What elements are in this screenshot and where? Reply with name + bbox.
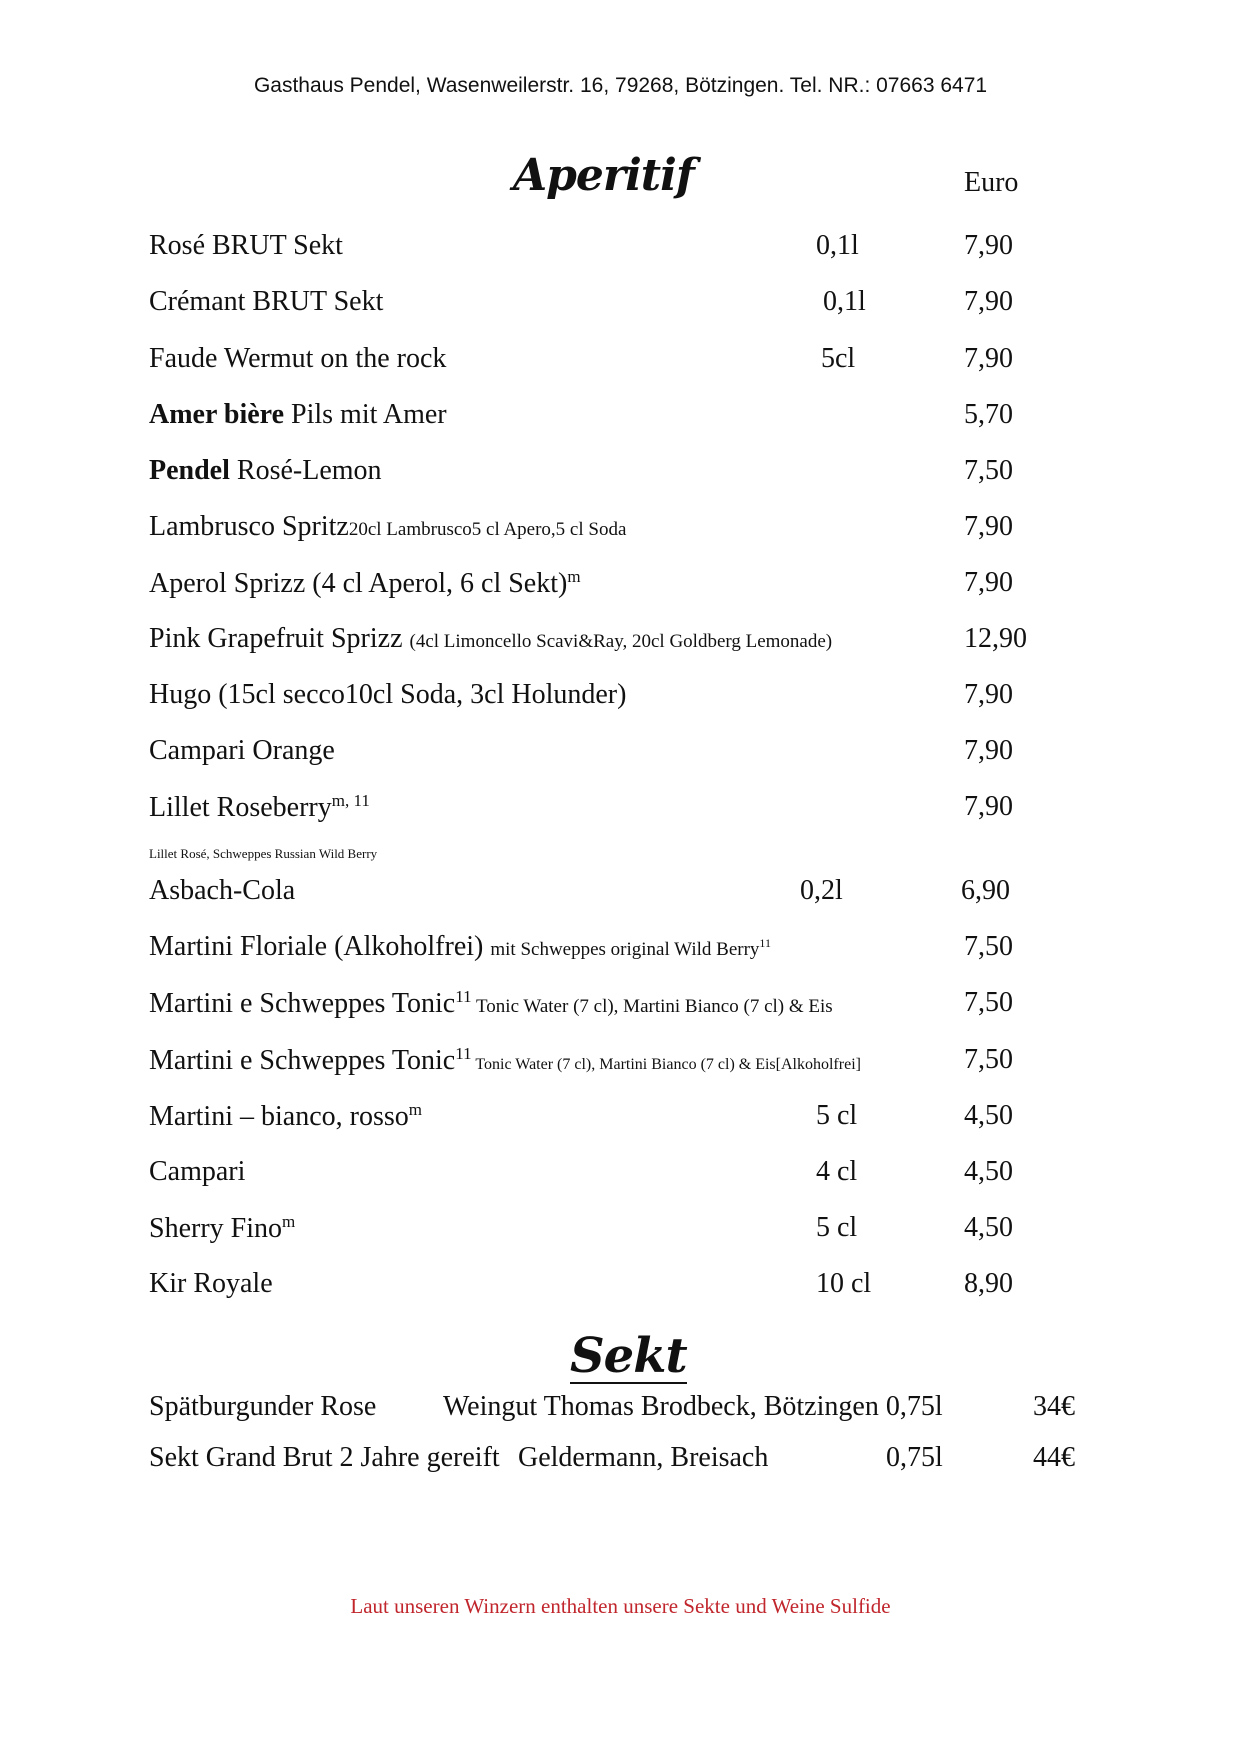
menu-item	[0, 1044, 1241, 1084]
menu-item	[0, 791, 1241, 831]
item-note: mit Schweppes original Wild Berry	[490, 939, 760, 960]
item-volume: 0,1l	[816, 230, 859, 261]
menu-item	[0, 286, 1241, 326]
item-name-main: Martini e Schweppes Tonic	[149, 988, 456, 1019]
section-title-aperitif: Aperitif	[513, 150, 694, 201]
sekt-name: Sekt Grand Brut 2 Jahre gereift	[149, 1442, 500, 1473]
item-name-main: Aperol Sprizz (4 cl Aperol, 6 cl Sekt)	[149, 568, 568, 599]
item-price: 7,50	[964, 931, 1013, 962]
item-name-main: Martini e Schweppes Tonic	[149, 1045, 456, 1076]
menu-item	[0, 679, 1241, 719]
item-volume: 4 cl	[816, 1156, 858, 1187]
sekt-volume: 0,75l	[886, 1442, 943, 1473]
item-price: 7,90	[964, 791, 1013, 822]
price-column-header: Euro	[964, 167, 1019, 198]
item-price: 5,70	[964, 399, 1013, 430]
item-name: Kir Royale	[149, 1268, 273, 1299]
item-name	[149, 1044, 861, 1077]
menu-item	[0, 511, 1241, 551]
item-price: 12,90	[964, 623, 1027, 654]
item-note: Tonic Water (7 cl), Martini Bianco (7 cl) & Eis[Alkoholfrei]	[471, 1056, 861, 1073]
menu-item	[0, 343, 1241, 383]
sulfide-notice: Laut unseren Winzern enthalten unsere Sekte und Weine Sulfide	[350, 1594, 891, 1618]
sekt-item	[0, 1391, 1241, 1431]
allergen-marker: m	[567, 567, 581, 586]
item-price: 7,90	[964, 286, 1013, 317]
item-volume: 5cl	[821, 343, 856, 374]
menu-item	[0, 455, 1241, 495]
item-name	[149, 987, 833, 1020]
menu-item	[0, 1268, 1241, 1308]
item-name: Rosé BRUT Sekt	[149, 230, 343, 261]
menu-item	[0, 735, 1241, 775]
item-price: 7,90	[964, 735, 1013, 766]
item-price: 8,90	[964, 1268, 1013, 1299]
item-name-main: Pink Grapefruit Sprizz	[149, 623, 410, 654]
sekt-producer: Weingut Thomas Brodbeck, Bötzingen 0,75l	[443, 1391, 943, 1422]
item-name	[149, 791, 370, 824]
menu-item	[0, 399, 1241, 439]
allergen-marker: 11	[759, 936, 771, 950]
item-name-rest: Pils mit Amer	[284, 399, 447, 430]
item-name: Crémant BRUT Sekt	[149, 286, 384, 317]
item-note: (4cl Limoncello Scavi&Ray, 20cl Goldberg Lemonade)	[409, 631, 833, 652]
item-volume: 5 cl	[816, 1212, 858, 1243]
sekt-price: 44€	[1033, 1442, 1075, 1473]
item-price: 4,50	[964, 1156, 1013, 1187]
item-name: Faude Wermut on the rock	[149, 343, 447, 374]
item-price: 6,90	[961, 875, 1010, 906]
item-volume: 10 cl	[816, 1268, 872, 1299]
menu-item	[0, 987, 1241, 1027]
item-name-main: Martini – bianco, rosso	[149, 1101, 409, 1132]
item-name	[149, 1212, 295, 1245]
item-name	[149, 399, 447, 431]
item-name	[149, 623, 832, 655]
item-price: 7,90	[964, 343, 1013, 374]
item-name	[149, 455, 382, 487]
item-name-bold: Amer bière	[149, 399, 285, 430]
menu-item	[0, 623, 1241, 663]
item-name-main: Lillet Roseberry	[149, 792, 332, 823]
item-name: Asbach-Cola	[149, 875, 296, 906]
allergen-marker: 11	[455, 1044, 472, 1063]
item-price: 7,90	[964, 230, 1013, 261]
menu-item	[0, 1156, 1241, 1196]
menu-item	[0, 931, 1241, 971]
section-title-sekt: Sekt	[570, 1328, 687, 1384]
item-name	[149, 931, 771, 963]
sekt-price: 34€	[1033, 1391, 1075, 1422]
item-name	[149, 1100, 422, 1133]
allergen-marker: m, 11	[331, 791, 370, 810]
item-price: 7,50	[964, 1044, 1013, 1075]
item-price: 7,90	[964, 511, 1013, 542]
item-price: 7,90	[964, 567, 1013, 598]
menu-item	[0, 1212, 1241, 1252]
sekt-name: Spätburgunder Rose	[149, 1391, 377, 1422]
menu-item	[0, 230, 1241, 270]
item-description: Lillet Rosé, Schweppes Russian Wild Berry	[149, 846, 378, 861]
allergen-marker: m	[282, 1212, 296, 1231]
menu-item	[0, 567, 1241, 607]
item-note: Tonic Water (7 cl), Martini Bianco (7 cl) & Eis	[471, 996, 833, 1017]
item-name: Campari	[149, 1156, 246, 1187]
item-name: Hugo (15cl secco10cl Soda, 3cl Holunder)	[149, 679, 627, 710]
item-price: 4,50	[964, 1100, 1013, 1131]
item-price: 4,50	[964, 1212, 1013, 1243]
item-note: 20cl Lambrusco5 cl Apero,5 cl Soda	[348, 519, 627, 540]
allergen-marker: m	[408, 1100, 422, 1119]
item-name-main: Martini Floriale (Alkoholfrei)	[149, 931, 491, 962]
item-name-main: Sherry Fino	[149, 1213, 282, 1244]
item-name-main: Lambrusco Spritz	[149, 511, 349, 542]
item-name	[149, 511, 626, 543]
restaurant-address: Gasthaus Pendel, Wasenweilerstr. 16, 79268, Bötzingen. Tel. NR.: 07663 6471	[253, 74, 988, 97]
item-price: 7,50	[964, 455, 1013, 486]
menu-item	[0, 875, 1241, 915]
item-volume: 0,2l	[800, 875, 843, 906]
item-price: 7,50	[964, 987, 1013, 1018]
item-volume: 0,1l	[823, 286, 866, 317]
menu-item	[0, 1100, 1241, 1140]
item-name	[149, 567, 581, 600]
item-name-rest: Rosé-Lemon	[229, 455, 382, 486]
sekt-producer: Geldermann, Breisach	[518, 1442, 769, 1473]
item-name: Campari Orange	[149, 735, 335, 766]
item-price: 7,90	[964, 679, 1013, 710]
item-volume: 5 cl	[816, 1100, 858, 1131]
item-name-bold: Pendel	[149, 455, 230, 486]
sekt-item	[0, 1442, 1241, 1482]
allergen-marker: 11	[455, 987, 472, 1006]
